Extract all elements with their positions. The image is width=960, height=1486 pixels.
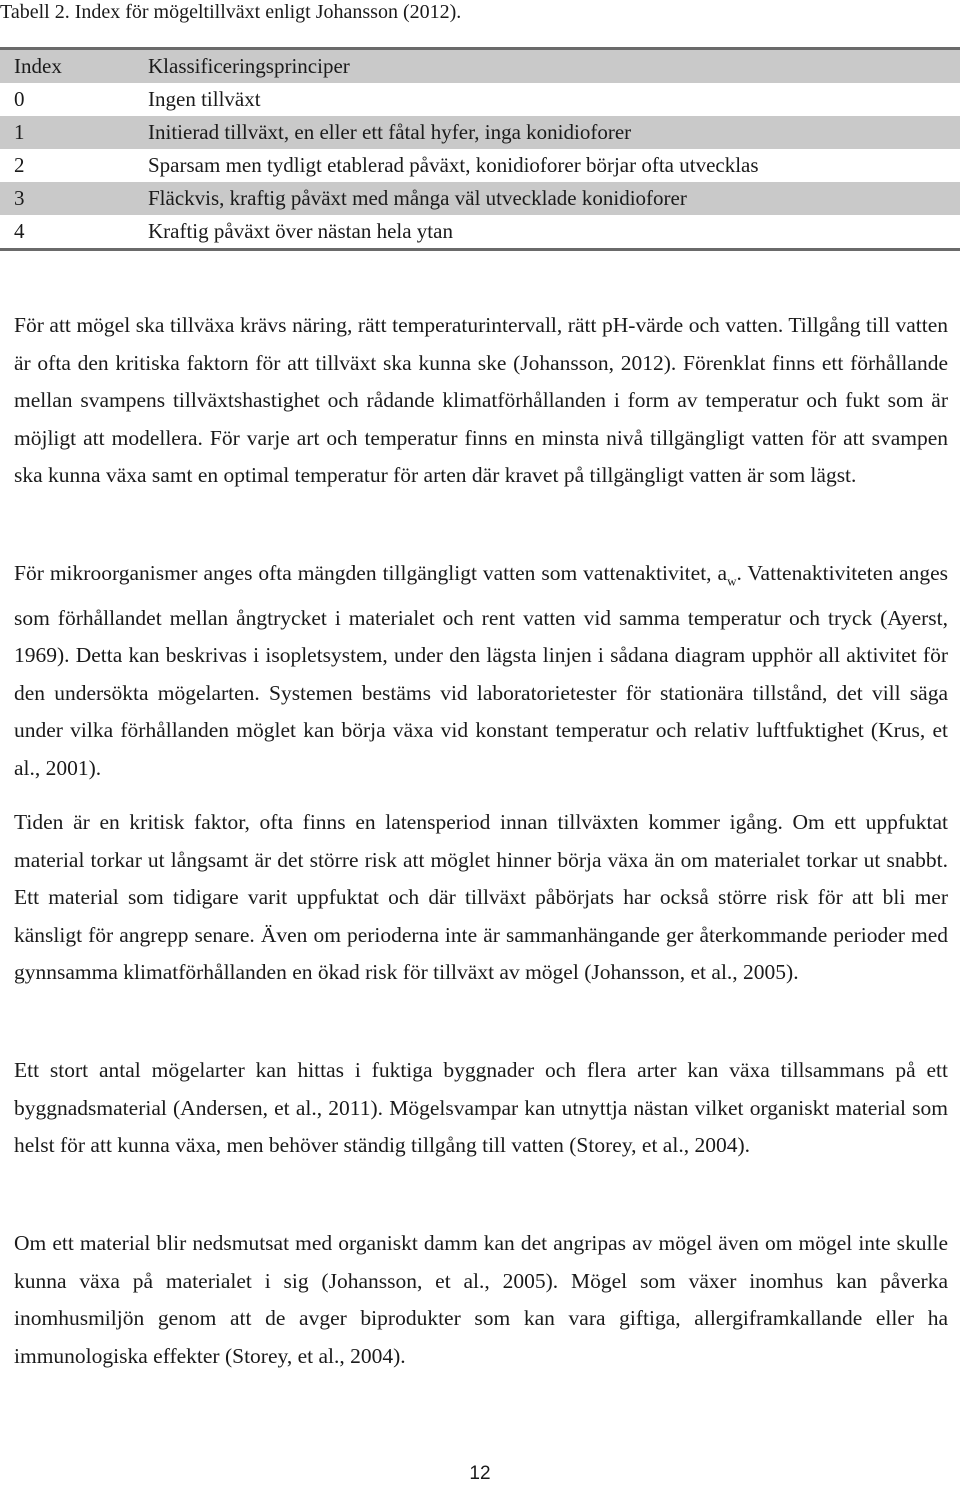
row-description: Initierad tillväxt, en eller ett fåtal hyfer, inga konidioforer xyxy=(148,116,960,149)
table-row xyxy=(0,149,960,182)
header-index: Index xyxy=(0,49,148,84)
water-activity-subscript: w xyxy=(727,573,737,589)
water-activity-text-start: För mikroorganismer anges ofta mängden tillgängligt vatten som vattenaktivitet, a xyxy=(14,561,728,585)
row-description: Fläckvis, kraftig påväxt med många väl utvecklade konidioforer xyxy=(148,182,960,215)
paragraph-growth-requirements: För att mögel ska tillväxa krävs näring, rätt temperaturintervall, rätt pH-värde och vatten. Tillgång till vatten är ofta den kritiska faktorn för att tillväxt ska kunna ske (Johansson, 2012). Förenklat finns ett förhållande mellan svampens tillväxtshastighet och rådande klimatförhållanden i form av temperatur och fukt som är möjligt att modellera. För varje art och temperatur finns en minsta nivå tillgängligt vatten för att svampen ska kunna växa samt en optimal temperatur för arten där kravet på tillgängligt vatten är som lägst. xyxy=(14,313,948,487)
row-description: Sparsam men tydligt etablerad påväxt, konidioforer börjar ofta utvecklas xyxy=(148,149,960,182)
row-index: 0 xyxy=(0,83,148,116)
table-header-row xyxy=(0,49,960,84)
paragraph-mold-species: Ett stort antal mögelarter kan hittas i fuktiga byggnader och flera arter kan växa tillsammans på ett byggnadsmaterial (Andersen, et al., 2011). Mögelsvampar kan utnyttja nästan vilket organiskt material som helst för att kunna växa, men behöver ständig tillgång till vatten (Storey, et al., 2004). xyxy=(14,1058,948,1157)
row-index: 2 xyxy=(0,149,148,182)
row-description: Kraftig påväxt över nästan hela ytan xyxy=(148,215,960,250)
mold-index-table xyxy=(0,47,960,251)
table-row xyxy=(0,116,960,149)
page-number: 12 xyxy=(469,1463,491,1484)
table-row xyxy=(0,83,960,116)
row-description: Ingen tillväxt xyxy=(148,83,960,116)
table-row xyxy=(0,182,960,215)
table-row xyxy=(0,215,960,250)
row-index: 1 xyxy=(0,116,148,149)
paragraph-water-activity xyxy=(14,555,948,787)
row-index: 3 xyxy=(0,182,148,215)
header-classification: Klassificeringsprinciper xyxy=(148,49,960,84)
paragraph-dust-contamination: Om ett material blir nedsmutsat med organiskt damm kan det angripas av mögel även om mögel inte skulle kunna växa på materialet i sig (Johansson, et al., 2005). Mögel som växer inomhus kan påverka inomhusmiljön genom att de avger biprodukter som kan vara giftiga, allergiframkallande eller ha immunologiska effekter (Storey, et al., 2004). xyxy=(14,1231,948,1368)
row-index: 4 xyxy=(0,215,148,250)
water-activity-text-end: . Vattenaktiviteten anges som förhållandet mellan ångtrycket i materialet och rent vatten vid samma temperatur och tryck (Ayerst, 1969). Detta kan beskrivas i isopletsystem, under den lägsta linjen i sådana diagram upphör all aktivitet för den undersökta mögelarten. Systemen bestäms vid laboratorietester för stationära tillstånd, det vill säga under vilka förhållanden möglet kan börja växa vid konstant temperatur och relativ luftfuktighet (Krus, et al., 2001). xyxy=(14,561,948,780)
table-caption: Tabell 2. Index för mögeltillväxt enligt Johansson (2012). xyxy=(0,1,462,23)
paragraph-time-factor: Tiden är en kritisk faktor, ofta finns en latensperiod innan tillväxten kommer igång. Om ett uppfuktat material torkar ut långsamt är det större risk att möglet hinner börja växa än om materialet torkar ut snabbt. Ett material som tidigare varit uppfuktat och där tillväxt påbörjats har också större risk för att bli mer känsligt för angrepp senare. Även om perioderna inte är sammanhängande ger återkommande perioder med gynnsamma klimatförhållanden en ökad risk för tillväxt av mögel (Johansson, et al., 2005). xyxy=(14,810,948,984)
